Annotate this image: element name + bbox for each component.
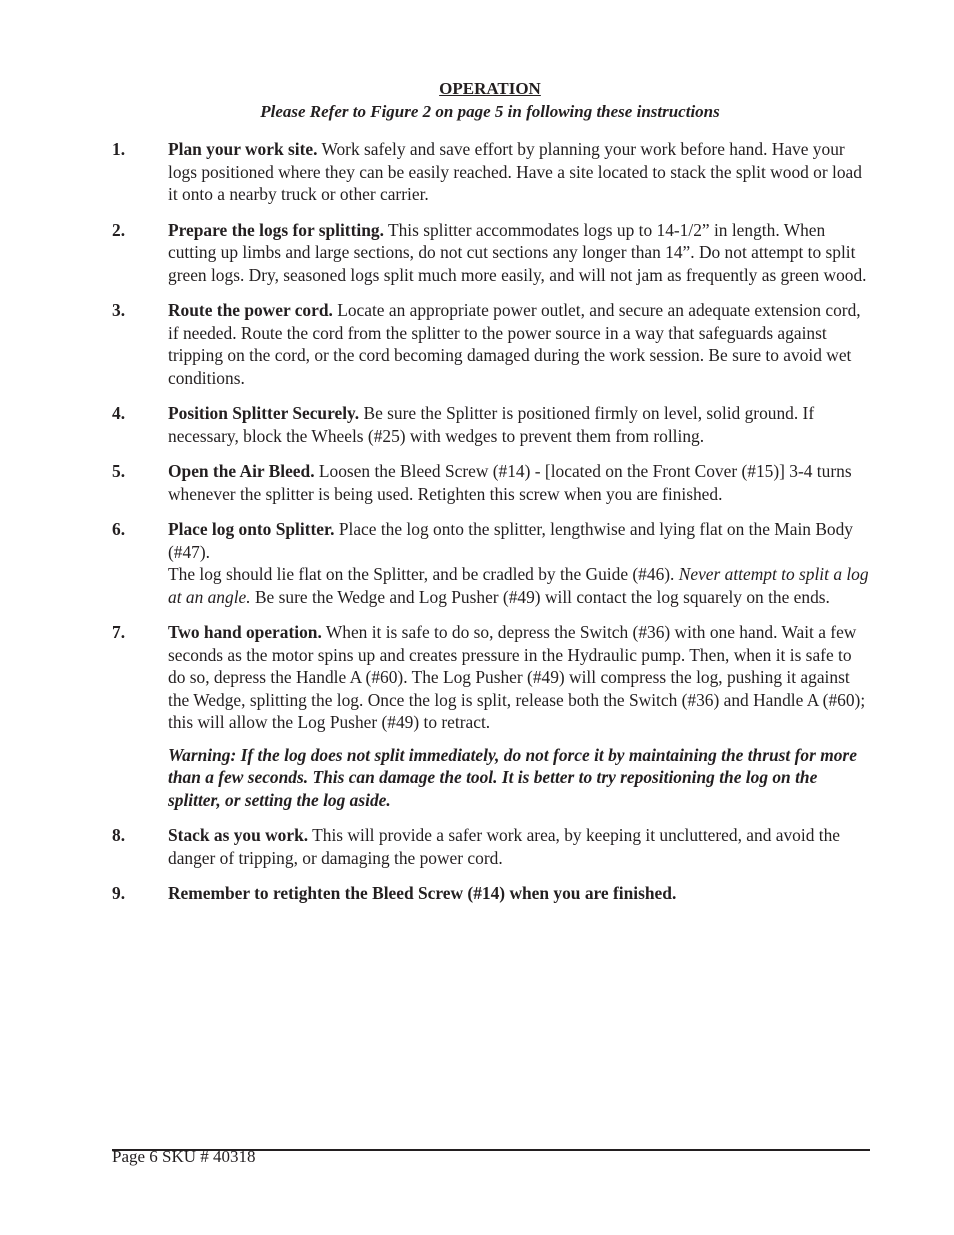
step-number: 3. xyxy=(112,300,126,320)
step-number: 5. xyxy=(112,461,126,481)
step-9 xyxy=(112,882,872,905)
step-text: Loosen the Bleed Screw (#14) - [located on the Front Cover (#15)] 3-4 turns whenever the splitter is being used. Retighten this screw when you are finished. xyxy=(168,461,852,504)
section-subheading: Please Refer to Figure 2 on page 5 in following these instructions xyxy=(260,102,720,121)
step-lead: Remember to retighten the Bleed Screw (#14) when you are finished. xyxy=(168,883,677,903)
step-number: 4. xyxy=(112,403,126,423)
step-text: When it is safe to do so, depress the Switch (#36) with one hand. Wait a few seconds as the motor spins up and creates pressure in the Hydraulic pump. Then, when it is safe to do so, depress the Handle A (#60). The Log Pusher (#49) will compress the log, pushing it against the Wedge, splitting the log. Once the log is split, release both the Switch (#36) and Handle A (#60); this will allow the Log Pusher (#49) to retract. xyxy=(168,622,866,732)
step-number: 8. xyxy=(112,825,126,845)
step-number: 6. xyxy=(112,519,126,539)
step-1 xyxy=(112,138,872,206)
step-lead: Plan your work site. xyxy=(168,139,318,159)
step-text: Place the log onto the splitter, lengthwise and lying flat on the Main Body (#47). xyxy=(168,519,854,562)
step-8 xyxy=(112,824,872,869)
step-text: Locate an appropriate power outlet, and secure an adequate extension cord, if needed. Route the cord from the splitter to the power source in a way that safeguards against tripping on the cord, or the cord becoming damaged during the work session. Be sure to avoid wet conditions. xyxy=(168,300,861,388)
page-footer: Page 6 SKU # 40318 xyxy=(112,1147,256,1166)
step-lead: Place log onto Splitter. xyxy=(168,519,335,539)
step-text: Be sure the Splitter is positioned firmly on level, solid ground. If necessary, block the Wheels (#25) with wedges to prevent them from rolling. xyxy=(168,403,815,446)
step-6 xyxy=(112,518,872,608)
step-7 xyxy=(112,621,872,734)
step-lead: Prepare the logs for splitting. xyxy=(168,219,384,240)
steps-list xyxy=(112,138,872,918)
step-lead: Stack as you work. xyxy=(168,825,309,845)
step-text: This splitter accommodates logs up to 14-1/2” in length. When cutting up limbs and large sections, do not cut sections any longer than 14”. Do not attempt to split green logs. Dry, seasoned logs split much more easily, and will not jam as frequently as green wood. xyxy=(168,219,867,285)
step-number: 7. xyxy=(112,622,126,642)
step-number: 1. xyxy=(112,139,126,159)
warning-note: Warning: If the log does not split immediately, do not force it by maintaining the thrust for more than a few seconds. This can damage the tool. It is better to try repositioning the log on the splitter, or setting the log aside. xyxy=(168,744,857,810)
step-lead: Two hand operation. xyxy=(168,622,322,642)
step-number: 9. xyxy=(112,883,126,903)
step-text: This will provide a safer work area, by keeping it uncluttered, and avoid the danger of tripping, or damaging the power cord. xyxy=(168,825,840,868)
step-italic-note: Never attempt to split a log at an angle. xyxy=(168,564,869,607)
step-text: Work safely and save effort by planning your work before hand. Have your logs positioned where they can be easily reached. Have a site located to stack the split wood or load it onto a nearby truck or other carrier. xyxy=(168,139,862,204)
step-4 xyxy=(112,402,872,447)
section-heading: OPERATION xyxy=(439,79,541,98)
step-lead: Route the power cord. xyxy=(168,300,333,320)
step-lead: Open the Air Bleed. xyxy=(168,461,315,481)
step-2 xyxy=(112,219,872,287)
step-text-end: Be sure the Wedge and Log Pusher (#49) will contact the log squarely on the ends. xyxy=(250,586,830,607)
step-3 xyxy=(112,299,872,389)
step-5 xyxy=(112,460,872,505)
step-lead: Position Splitter Securely. xyxy=(168,403,360,423)
step-number: 2. xyxy=(112,219,126,240)
step-text-continued: The log should lie flat on the Splitter, and be cradled by the Guide (#46). xyxy=(168,564,679,584)
